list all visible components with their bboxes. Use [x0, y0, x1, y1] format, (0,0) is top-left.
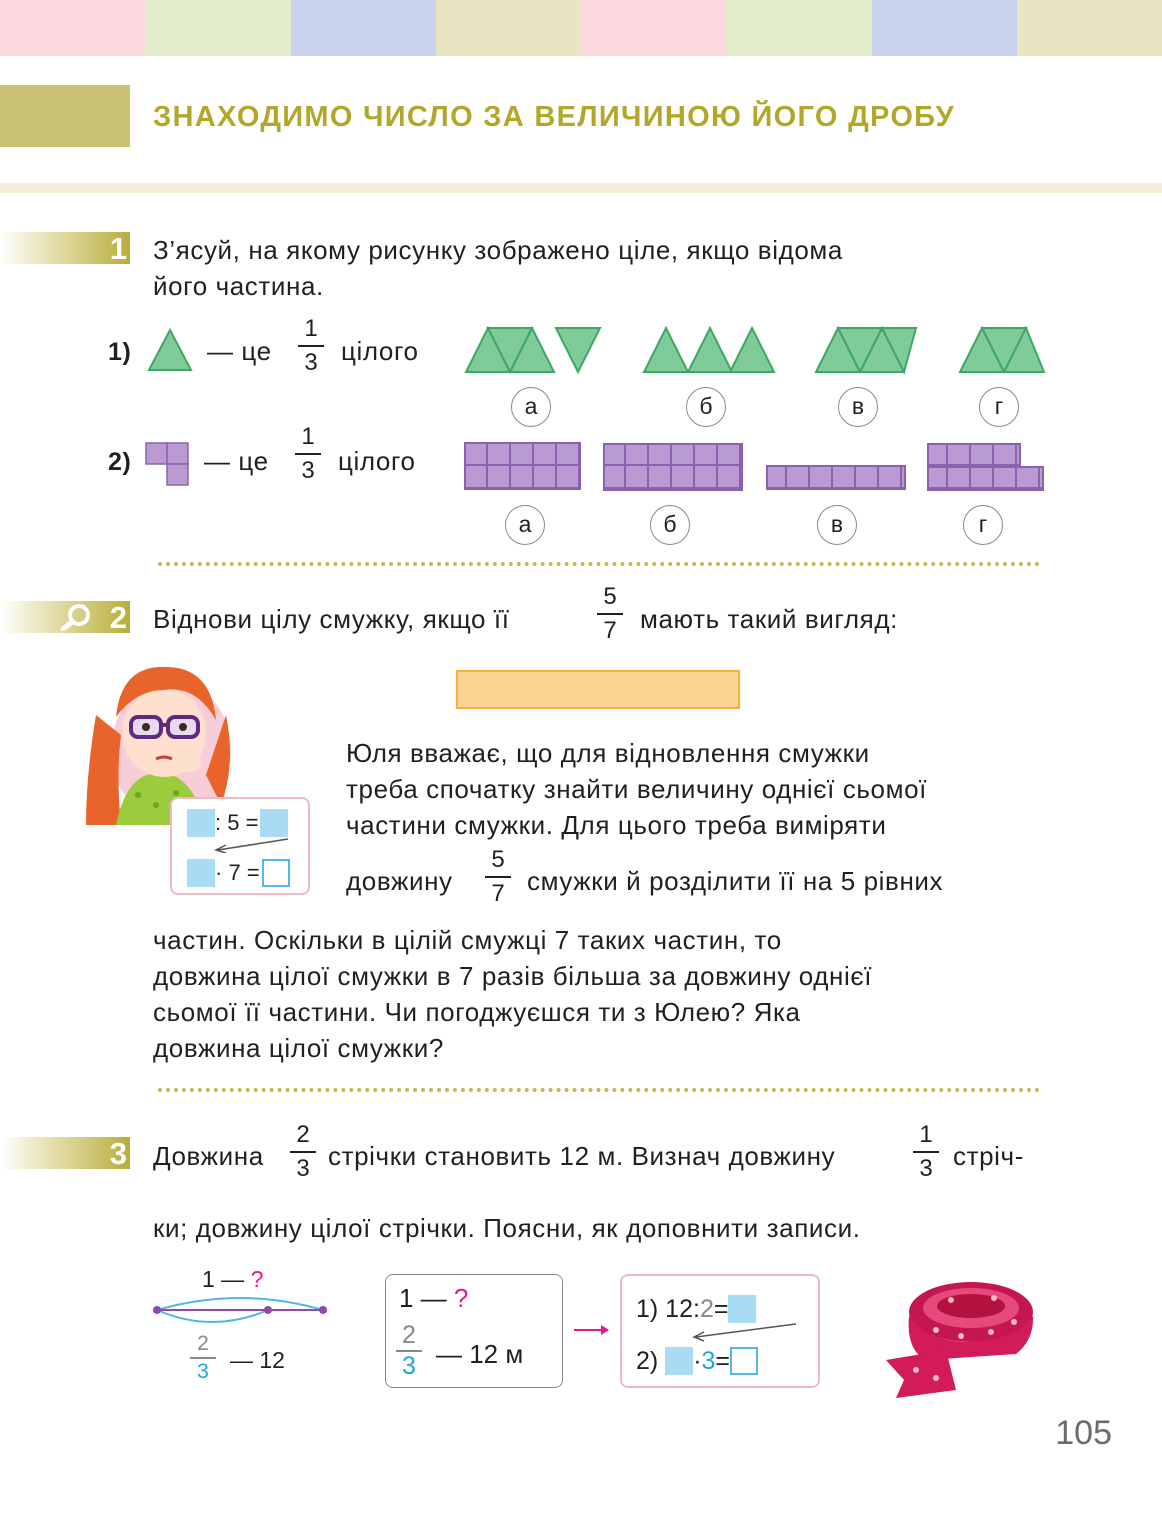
task-1-row-2-dash: — це	[204, 446, 269, 476]
task-3-fraction-1	[290, 1121, 316, 1183]
card-2-row-2-equals: =	[715, 1346, 731, 1375]
triangle-a-4	[556, 328, 600, 372]
ribbon-illustration	[876, 1270, 1041, 1400]
task-3-text-1: Довжина	[153, 1141, 264, 1171]
fraction-numerator: 1	[304, 315, 318, 342]
task-1-text-line-2: його частина.	[153, 271, 324, 301]
task-2-para-line-4-before: довжину	[346, 866, 453, 896]
stripe-8	[1017, 0, 1162, 56]
card-2-row-1	[636, 1294, 756, 1324]
square-part-icon	[145, 442, 191, 488]
option-2b[interactable]: б	[650, 505, 690, 545]
card-2-row-2-factor: 3	[701, 1346, 716, 1375]
title-rule	[0, 183, 1162, 193]
stripe-4	[436, 0, 581, 56]
formula-row-2	[187, 859, 290, 887]
answer-box-6[interactable]	[665, 1347, 693, 1375]
segment-fraction	[190, 1333, 216, 1383]
task-1-row-1-fraction	[298, 315, 324, 377]
task-2-para2-line-3: сьомої її частини. Чи погоджуєшся ти з Юлею? Яка	[153, 997, 801, 1027]
triangle-b-3	[730, 328, 774, 372]
stripe-1	[0, 0, 145, 56]
formula-op-2: · 7 =	[215, 860, 260, 886]
fraction-numerator: 2	[402, 1321, 416, 1349]
stripe-2	[145, 0, 290, 56]
card-2-row-2	[636, 1346, 758, 1376]
card-2-row-1-text: 1) 12	[636, 1294, 693, 1323]
task-2-fraction	[597, 583, 623, 645]
fraction-bar	[485, 876, 511, 878]
task-2-para-line-1: Юля вважає, що для відновлення смужки	[346, 738, 870, 768]
segment-question-mark: ?	[250, 1266, 264, 1292]
dotted-divider-1	[158, 562, 1040, 566]
answer-box-7[interactable]	[730, 1347, 758, 1375]
fraction-numerator: 5	[603, 583, 617, 610]
task-1-row-2-word: цілого	[338, 446, 416, 476]
answer-box-4[interactable]	[262, 859, 290, 887]
fraction-denominator: 3	[197, 1360, 209, 1383]
fraction-numerator: 1	[919, 1121, 933, 1148]
pink-arrow-icon	[573, 1323, 611, 1337]
card-1-question-mark: ?	[453, 1283, 469, 1313]
grid-g-top	[928, 444, 1020, 467]
segment-diagram	[150, 1294, 332, 1334]
task-3-card-1	[385, 1274, 563, 1388]
task-2-para-line-4-after: смужки й розділити її на 5 рівних	[527, 866, 944, 896]
square-options	[464, 442, 1046, 494]
fraction-numerator: 1	[301, 423, 315, 450]
option-2a[interactable]: а	[505, 505, 545, 545]
formula-row-1	[187, 809, 288, 837]
stripe-3	[291, 0, 436, 56]
title-accent-block	[0, 85, 130, 147]
option-1b[interactable]: б	[686, 387, 726, 427]
fraction-bar	[295, 453, 321, 455]
orange-strip	[456, 670, 740, 709]
answer-box-3[interactable]	[187, 859, 215, 887]
dotted-divider-2	[158, 1088, 1040, 1092]
card-1-top	[399, 1283, 468, 1314]
task-1-text-line-1: З’ясуй, на якому рисунку зображено ціле, якщо відома	[153, 235, 843, 265]
task-2-para-line-3: частини смужки. Для цього треба виміряти	[346, 810, 887, 840]
card-2-row-1-equals: =	[713, 1294, 729, 1323]
task-3-text-3: стріч-	[953, 1141, 1024, 1171]
grid-a	[465, 443, 580, 489]
task-3-number-tag	[0, 1137, 130, 1169]
task-3-card-2	[620, 1274, 820, 1388]
magnifier-icon	[60, 603, 94, 631]
fraction-bar	[913, 1151, 939, 1153]
task-2-line-4-fraction	[485, 846, 511, 908]
option-1g[interactable]: г	[979, 387, 1019, 427]
card-1-bottom: — 12 м	[436, 1339, 524, 1369]
option-2v[interactable]: в	[817, 505, 857, 545]
option-1a[interactable]: а	[511, 387, 551, 427]
page-title: ЗНАХОДИМО ЧИСЛО ЗА ВЕЛИЧИНОЮ ЙОГО ДРОБУ	[153, 101, 955, 133]
task-2-number: 2	[109, 600, 127, 635]
option-1v[interactable]: в	[838, 387, 878, 427]
segment-bottom-label: — 12	[230, 1347, 285, 1373]
triangle-b-1	[644, 328, 688, 372]
task-1-number-tag	[0, 232, 130, 264]
card-1-top-text: 1 —	[399, 1283, 447, 1313]
fraction-denominator: 3	[402, 1352, 416, 1380]
page-number: 105	[1055, 1414, 1112, 1452]
task-3-number: 3	[109, 1136, 127, 1171]
triangle-options	[464, 326, 1046, 376]
card-1-fraction	[396, 1323, 422, 1379]
fraction-numerator: 5	[491, 846, 505, 873]
task-2-text-before: Віднови цілу смужку, якщо її	[153, 604, 510, 634]
card-2-row-2-text: 2)	[636, 1346, 659, 1375]
answer-box-1[interactable]	[187, 809, 215, 837]
task-1-row-2-fraction	[295, 423, 321, 485]
card-2-row-1-colon: :	[692, 1294, 700, 1323]
grid-v	[767, 466, 905, 489]
task-1-row-1-dash: — це	[207, 336, 272, 366]
task-2-number-tag	[0, 601, 130, 633]
card-2-row-2-dot: ·	[693, 1346, 702, 1375]
stripe-5	[581, 0, 726, 56]
task-3-fraction-2	[913, 1121, 939, 1183]
answer-box-2[interactable]	[260, 809, 288, 837]
task-2-formula-card	[170, 797, 310, 895]
header-color-bar	[0, 0, 1162, 56]
task-3-text-2: стрічки становить 12 м. Визнач довжину	[328, 1141, 836, 1171]
fraction-bar	[190, 1357, 216, 1359]
stripe-7	[872, 0, 1017, 56]
fraction-denominator: 3	[296, 1155, 310, 1182]
task-1-row-1-word: цілого	[341, 336, 419, 366]
fraction-denominator: 7	[603, 617, 617, 644]
arrow-icon	[212, 837, 292, 853]
fraction-numerator: 2	[197, 1332, 209, 1355]
card-2-row-1-divisor: 2	[699, 1294, 714, 1323]
task-2-text-after: мають такий вигляд:	[640, 604, 898, 634]
task-1-row-1-label: 1)	[108, 338, 132, 366]
task-2-para2-line-1: частин. Оскільки в цілій смужці 7 таких частин, то	[153, 925, 782, 955]
triangle-part-icon	[147, 328, 193, 372]
task-2-para2-line-4: довжина цілої смужки?	[153, 1033, 444, 1063]
segment-top-text: 1 —	[202, 1266, 245, 1292]
answer-box-5[interactable]	[728, 1295, 756, 1323]
fraction-bar	[597, 613, 623, 615]
fraction-denominator: 3	[301, 457, 315, 484]
task-2-para-line-2: треба спочатку знайти величину однієї сьомої	[346, 774, 927, 804]
fraction-denominator: 3	[919, 1155, 933, 1182]
task-3-line-2: ки; довжину цілої стрічки. Поясни, як доповнити записи.	[153, 1213, 861, 1243]
task-1-number: 1	[109, 231, 127, 266]
fraction-bar	[298, 345, 324, 347]
fraction-denominator: 7	[491, 880, 505, 907]
task-2-para2-line-2: довжина цілої смужки в 7 разів більша за довжину однієї	[153, 961, 873, 991]
stripe-6	[726, 0, 871, 56]
task-1-row-2-label: 2)	[108, 448, 132, 476]
fraction-numerator: 2	[296, 1121, 310, 1148]
fraction-denominator: 3	[304, 349, 318, 376]
segment-top-label	[202, 1266, 263, 1293]
fraction-bar	[290, 1151, 316, 1153]
card-2-arrow-icon	[690, 1322, 800, 1342]
grid-b	[604, 444, 742, 490]
option-2g[interactable]: г	[963, 505, 1003, 545]
formula-op-1: : 5 =	[215, 810, 259, 836]
triangle-b-2	[688, 328, 732, 372]
grid-g-bottom	[928, 467, 1043, 490]
